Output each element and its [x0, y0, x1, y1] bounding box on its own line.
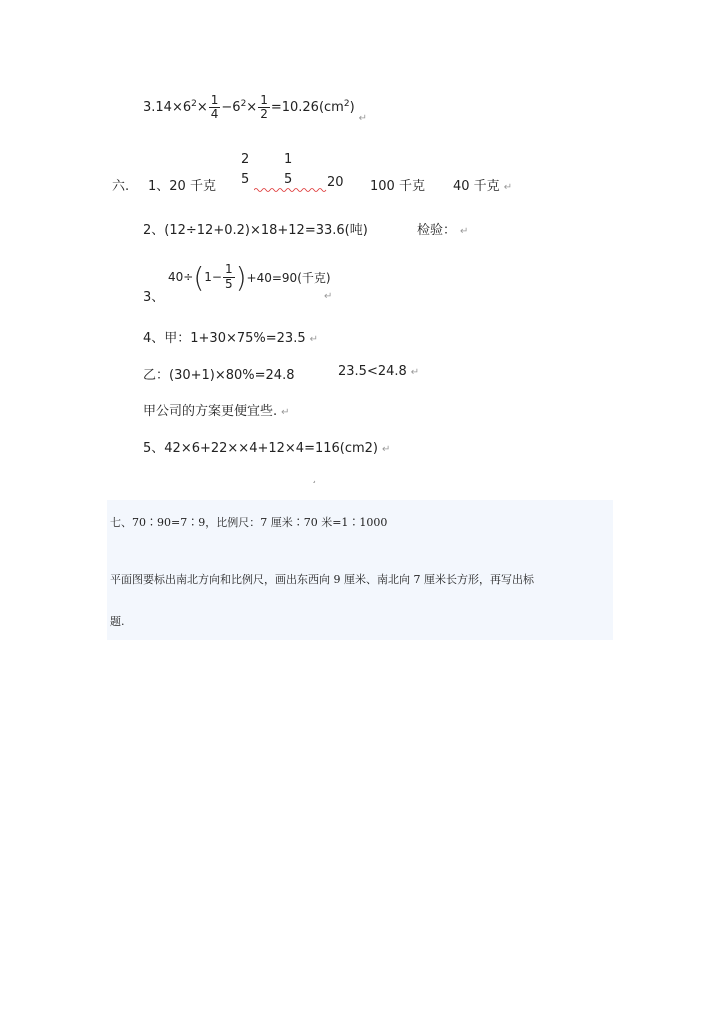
- value-40: [453, 175, 512, 194]
- check-text: 检验：: [417, 223, 457, 238]
- times-sign: ×: [246, 100, 258, 116]
- item-5: [143, 437, 390, 456]
- return-mark-icon: ↵: [410, 367, 420, 378]
- value-100: [370, 175, 425, 194]
- numerator: 1: [260, 93, 268, 107]
- value-text: 100 千克: [370, 179, 425, 194]
- formula-text: =10.26(cm: [270, 100, 344, 116]
- item-text: 2、(12÷12+0.2)×18+12=33.6(吨): [143, 223, 368, 238]
- right-paren: ): [235, 260, 247, 294]
- formula-text: −6: [221, 100, 241, 116]
- numerator: 1: [210, 93, 219, 107]
- fraction-one-half: [258, 94, 270, 121]
- fraction-one-quarter: [209, 94, 221, 121]
- value-text: 20: [327, 175, 344, 190]
- formula-text: +40=90(千克): [246, 270, 331, 285]
- exponent: 2: [191, 98, 197, 109]
- denominator: 5: [224, 276, 233, 291]
- formula-text: ): [349, 100, 355, 116]
- return-mark-icon: ↵: [460, 226, 469, 237]
- item-3-return: [320, 288, 332, 303]
- fraction-one-fifth-small: [223, 263, 235, 290]
- fraction-one-fifth: [284, 152, 292, 187]
- item-text: 5、42×6+22××4+12×4=116(cm2): [143, 441, 378, 456]
- item-text: 4、甲：1+30×75%=23.5: [143, 331, 306, 346]
- conclusion: [143, 400, 290, 419]
- item-4: [143, 327, 318, 346]
- return-mark-icon: ↵: [382, 444, 391, 455]
- denominator: 2: [260, 107, 268, 122]
- return-mark-icon: ↵: [324, 291, 333, 302]
- formula-text: 1−: [204, 270, 222, 284]
- item-text: 3、: [143, 290, 165, 305]
- value-20: [327, 175, 344, 190]
- return-mark-icon: ↵: [503, 182, 513, 193]
- denominator: 5: [241, 171, 250, 187]
- item-4-yi: [143, 364, 294, 383]
- return-mark-icon: ↵: [358, 113, 368, 125]
- numerator: 1: [224, 262, 233, 277]
- section-7-box: [107, 500, 613, 640]
- formula-text: 3.14×6: [143, 100, 192, 116]
- item-3-formula: [168, 257, 331, 297]
- section-7-line-3: 题.: [110, 615, 125, 628]
- return-mark-icon: ↵: [281, 407, 290, 418]
- section-7-line-2: 平面图要标出南北方向和比例尺，画出东西向 9 厘米、南北向 7 厘米长方形，再写出标: [110, 573, 534, 586]
- item-4-compare: [338, 364, 419, 379]
- times-sign: ×: [196, 100, 208, 116]
- numerator: 1: [284, 152, 293, 167]
- item-text: 甲公司的方案更便宜些.: [143, 404, 278, 419]
- section-label: 六.: [112, 179, 130, 194]
- item-text: 23.5<24.8: [338, 364, 407, 379]
- exponent: 2: [343, 98, 350, 109]
- item-1-prefix: [148, 175, 216, 194]
- exponent: 2: [240, 98, 247, 109]
- return-mark-icon: ↵: [309, 334, 318, 345]
- item-2: [143, 219, 368, 238]
- stray-mark: ¸: [312, 474, 317, 484]
- item-text: 乙：(30+1)×80%=24.8: [143, 368, 295, 383]
- item-text: 1、20 千克: [148, 179, 216, 194]
- left-paren: (: [193, 260, 205, 294]
- item-3-label: [143, 286, 164, 305]
- formula-line-1: [143, 93, 368, 125]
- numerator: 2: [241, 152, 250, 167]
- fraction-two-fifths: [241, 152, 249, 187]
- denominator: 5: [284, 171, 293, 187]
- value-text: 40 千克: [453, 179, 500, 194]
- section-6-label: [112, 175, 129, 194]
- check-label: [417, 219, 468, 238]
- denominator: 4: [210, 107, 219, 122]
- formula-text: 40÷: [168, 270, 194, 284]
- spellcheck-underline-icon: [254, 187, 328, 193]
- section-7-line-1: 七、70∶90=7∶9，比例尺：7 厘米∶70 米=1∶1000: [110, 516, 388, 529]
